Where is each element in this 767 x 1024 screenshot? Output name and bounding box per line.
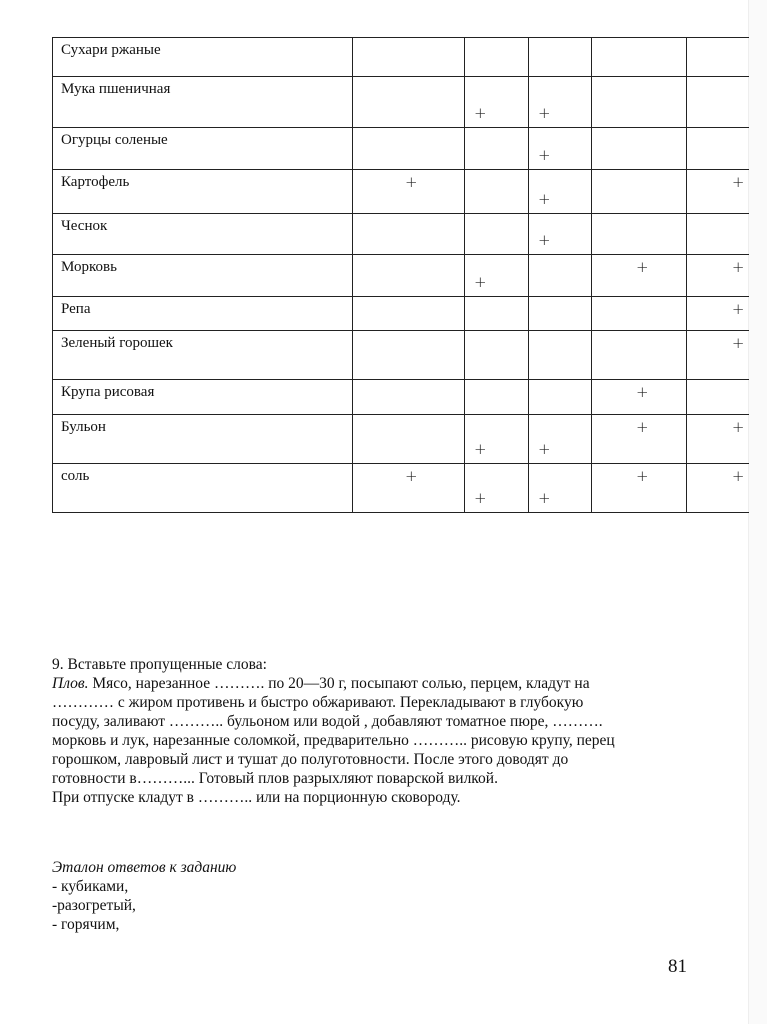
plus-mark: + — [474, 273, 487, 291]
table-row — [53, 380, 749, 415]
task-line-2: ………… с жиром противень и быстро обжаривают. Перекладывают в глубокую — [52, 694, 584, 711]
table-cell — [529, 77, 592, 128]
page-edge — [748, 0, 767, 1024]
table-cell — [687, 331, 749, 380]
table-cell — [353, 380, 465, 415]
ingredient-name: Картофель — [53, 170, 353, 214]
answers-title: Эталон ответов к заданию — [52, 859, 237, 876]
answer-item: - горячим, — [52, 916, 120, 933]
table-cell — [353, 255, 465, 297]
plus-mark: + — [538, 489, 551, 507]
plus-mark: + — [731, 418, 745, 436]
task-line-3: посуду, заливают ……….. бульоном или водой , добавляют томатное пюре, ………. — [52, 713, 603, 730]
ingredients-table — [52, 37, 749, 513]
table-row — [53, 464, 749, 513]
table-cell — [353, 464, 465, 513]
answer-item: -разогретый, — [52, 897, 136, 914]
plus-mark: + — [731, 467, 745, 485]
table-cell — [465, 77, 529, 128]
table-row — [53, 415, 749, 464]
plus-mark: + — [538, 190, 551, 208]
table-cell — [353, 297, 465, 331]
table-cell — [529, 255, 592, 297]
plus-mark: + — [538, 231, 551, 249]
table-cell — [592, 214, 687, 255]
plus-mark: + — [636, 467, 649, 485]
plus-mark: + — [474, 104, 487, 122]
table-cell — [687, 214, 749, 255]
plus-mark: + — [731, 258, 745, 276]
task-line-5: горошком, лавровый лист и тушат до полуготовности. После этого доводят до — [52, 751, 569, 768]
table-cell — [687, 38, 749, 77]
table-cell — [592, 331, 687, 380]
table-cell — [687, 128, 749, 170]
ingredient-name: соль — [53, 464, 353, 513]
table-cell — [465, 297, 529, 331]
table-cell — [687, 255, 749, 297]
table-cell — [465, 128, 529, 170]
task-line-6: готовности в………... Готовый плов разрыхляют поварской вилкой. — [52, 770, 498, 787]
answer-item: - кубиками, — [52, 878, 129, 895]
plus-mark: + — [538, 146, 551, 164]
ingredient-name: Бульон — [53, 415, 353, 464]
table-cell — [529, 128, 592, 170]
table-cell — [353, 77, 465, 128]
dish-name: Плов. — [52, 675, 89, 692]
plus-mark: + — [405, 173, 418, 191]
plus-mark: + — [731, 334, 745, 352]
table-row — [53, 255, 749, 297]
table-cell — [353, 415, 465, 464]
table-cell — [529, 415, 592, 464]
table-cell — [529, 380, 592, 415]
table-cell — [529, 331, 592, 380]
table-cell — [592, 170, 687, 214]
plus-mark: + — [538, 104, 551, 122]
table-cell — [687, 464, 749, 513]
table-cell — [465, 170, 529, 214]
plus-mark: + — [731, 300, 745, 318]
ingredient-name: Зеленый горошек — [53, 331, 353, 380]
task-heading: 9. Вставьте пропущенные слова: — [52, 656, 267, 673]
plus-mark: + — [636, 418, 649, 436]
table-cell — [353, 214, 465, 255]
table-cell — [592, 128, 687, 170]
table-row — [53, 170, 749, 214]
table-cell — [353, 331, 465, 380]
table-cell — [353, 128, 465, 170]
table-row — [53, 331, 749, 380]
table-cell — [687, 415, 749, 464]
table-cell — [465, 38, 529, 77]
ingredient-name: Репа — [53, 297, 353, 331]
table-cell — [687, 297, 749, 331]
table-cell — [465, 331, 529, 380]
task-section — [52, 655, 702, 807]
table-row — [53, 214, 749, 255]
ingredient-name: Чеснок — [53, 214, 353, 255]
table-cell — [592, 464, 687, 513]
table-row — [53, 77, 749, 128]
answers-section — [52, 858, 702, 934]
ingredient-name: Огурцы соленые — [53, 128, 353, 170]
table-cell — [529, 464, 592, 513]
ingredient-name: Сухари ржаные — [53, 38, 353, 77]
plus-mark: + — [405, 467, 418, 485]
table-cell — [592, 415, 687, 464]
table-cell — [687, 170, 749, 214]
table-cell — [592, 380, 687, 415]
table-cell — [529, 297, 592, 331]
table-cell — [353, 170, 465, 214]
plus-mark: + — [636, 383, 649, 401]
table-cell — [529, 38, 592, 77]
page-number: 81 — [668, 956, 687, 977]
table-cell — [592, 38, 687, 77]
table-cell — [529, 214, 592, 255]
table-cell — [687, 77, 749, 128]
plus-mark: + — [538, 440, 551, 458]
task-line-7: При отпуске кладут в ……….. или на порционную сковороду. — [52, 789, 461, 806]
table-cell — [465, 255, 529, 297]
ingredient-name: Крупа рисовая — [53, 380, 353, 415]
table-cell — [353, 38, 465, 77]
plus-mark: + — [474, 440, 487, 458]
table-cell — [592, 77, 687, 128]
table-cell — [465, 380, 529, 415]
table-row — [53, 38, 749, 77]
table-cell — [465, 214, 529, 255]
task-line-1 — [52, 674, 702, 693]
ingredient-name: Мука пшеничная — [53, 77, 353, 128]
table-cell — [529, 170, 592, 214]
table-cell — [592, 297, 687, 331]
table-cell — [592, 255, 687, 297]
table-cell — [465, 415, 529, 464]
ingredient-name: Морковь — [53, 255, 353, 297]
table-cell — [687, 380, 749, 415]
plus-mark: + — [474, 489, 487, 507]
task-text: Мясо, нарезанное ………. по 20—30 г, посыпают солью, перцем, кладут на — [88, 675, 590, 692]
table-row — [53, 128, 749, 170]
plus-mark: + — [731, 173, 745, 191]
task-line-4: морковь и лук, нарезанные соломкой, предварительно ……….. рисовую крупу, перец — [52, 732, 615, 749]
table-cell — [465, 464, 529, 513]
table-row — [53, 297, 749, 331]
plus-mark: + — [636, 258, 649, 276]
